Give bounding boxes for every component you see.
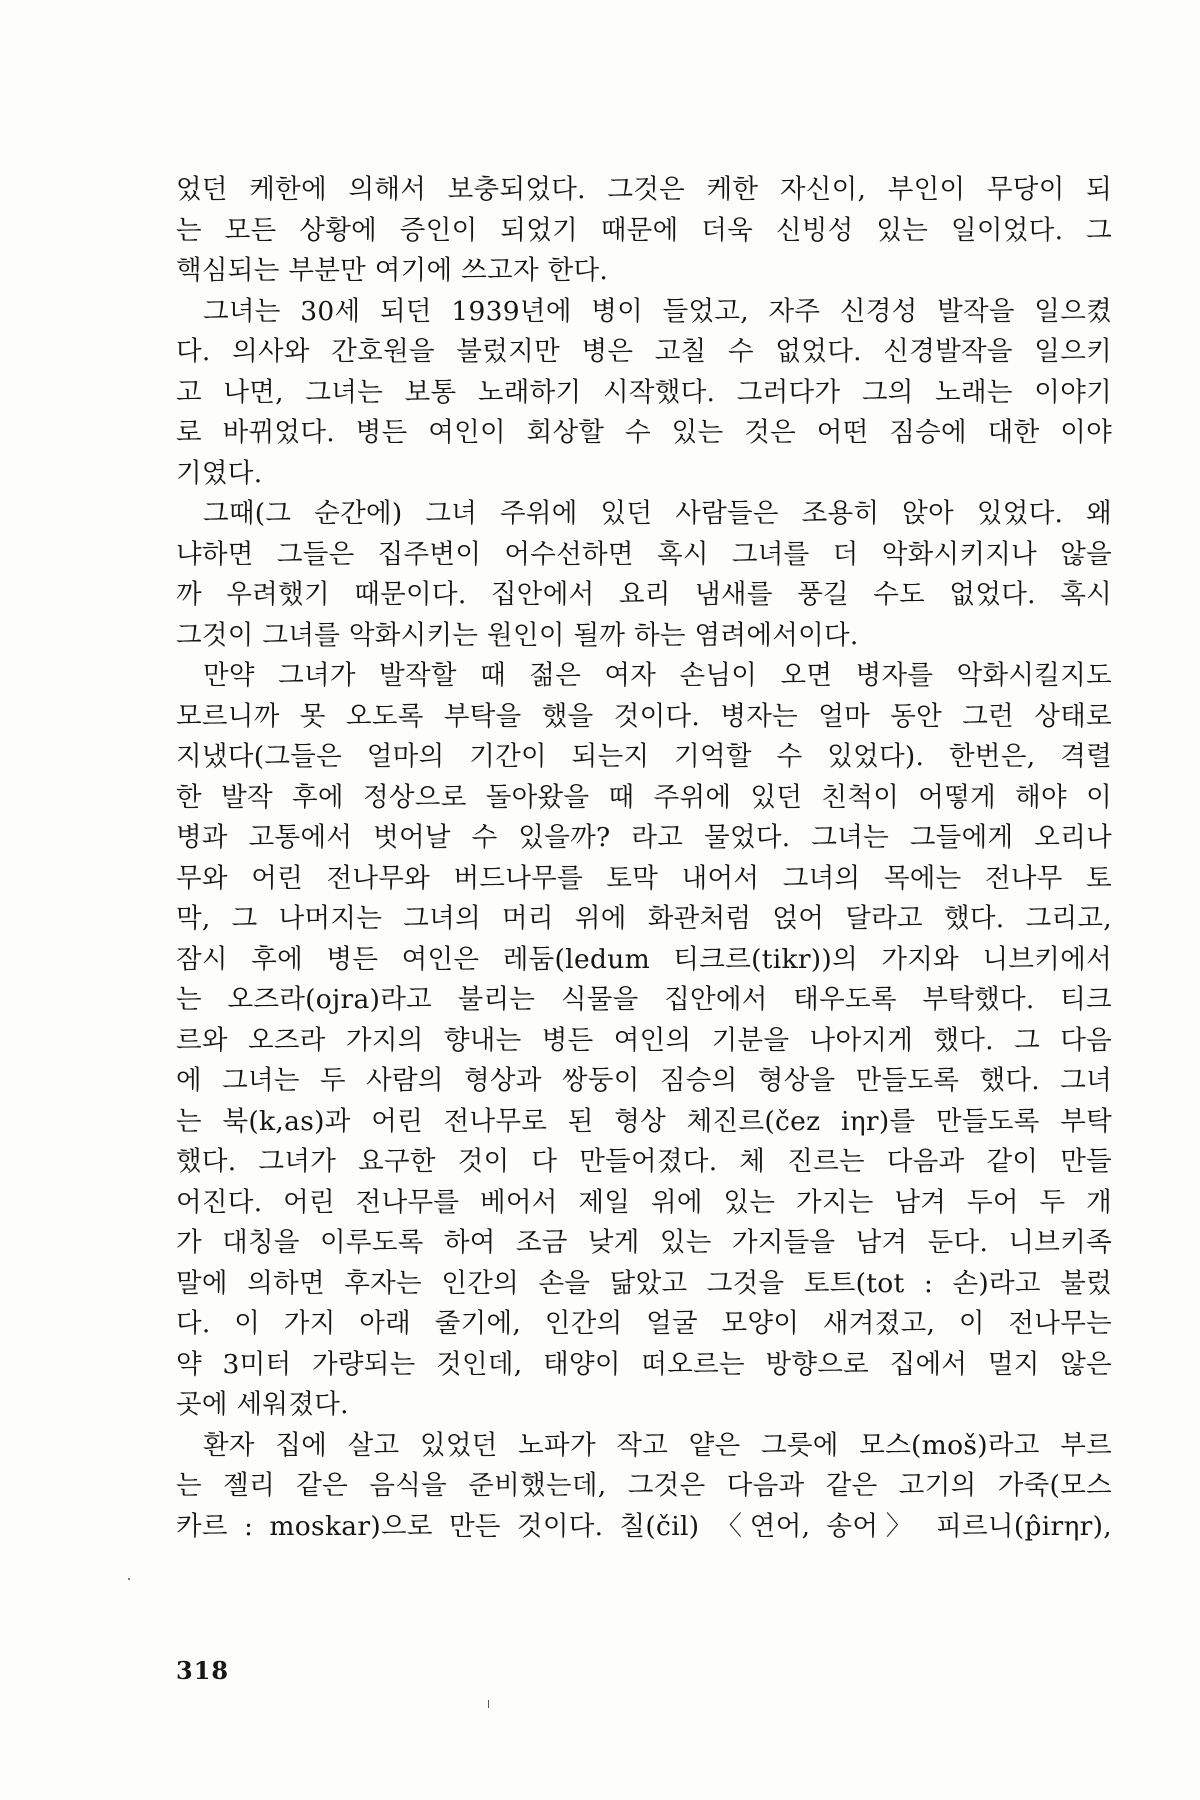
text-line: 는 젤리 같은 음식을 준비했는데, 그것은 다음과 같은 고기의 가죽(모스 xyxy=(176,1470,1112,1501)
text-line: 로 바뀌었다. 병든 여인이 회상할 수 있는 것은 어떤 짐승에 대한 이야 xyxy=(176,417,1112,448)
text-line: 막, 그 나머지는 그녀의 머리 위에 화관처럼 얹어 달라고 했다. 그리고, xyxy=(176,903,1112,934)
text-line: 그것이 그녀를 악화시키는 원인이 될까 하는 염려에서이다. xyxy=(176,619,859,651)
text-line: 만약 그녀가 발작할 때 젊은 여자 손님이 오면 병자를 악화시킬지도 xyxy=(203,660,1112,691)
text-line: 모르니까 못 오도록 부탁을 했을 것이다. 병자는 얼마 동안 그런 상태로 xyxy=(176,700,1112,732)
text-line: 환자 집에 살고 있었던 노파가 작고 얕은 그릇에 모스(moš)라고 부르 xyxy=(203,1429,1112,1461)
scan-speck xyxy=(488,1700,489,1708)
text-line: 다. 의사와 간호원을 불렀지만 병은 고칠 수 없었다. 신경발작을 일으키 xyxy=(176,336,1112,367)
text-line: 그녀는 30세 되던 1939년에 병이 들었고, 자주 신경성 발작을 일으켰 xyxy=(203,295,1112,327)
scan-speck xyxy=(128,1578,130,1580)
text-line: 고 나면, 그녀는 보통 노래하기 시작했다. 그러다가 그의 노래는 이야기 xyxy=(176,376,1112,408)
text-line: 에 그녀는 두 사람의 형상과 쌍둥이 짐승의 형상을 만들도록 했다. 그녀 xyxy=(176,1065,1112,1096)
body-text xyxy=(176,170,1112,1547)
text-line: 르와 오즈라 가지의 향내는 병든 여인의 기분을 나아지게 했다. 그 다음 xyxy=(176,1024,1112,1056)
text-line: 는 모든 상황에 증인이 되었기 때문에 더욱 신빙성 있는 일이었다. 그 xyxy=(176,214,1112,246)
text-line: 었던 케한에 의해서 보충되었다. 그것은 케한 자신이, 부인이 무당이 되 xyxy=(176,174,1112,205)
text-line: 기였다. xyxy=(176,457,263,489)
text-line: 한 발작 후에 정상으로 돌아왔을 때 주위에 있던 친척이 어떻게 해야 이 xyxy=(176,781,1112,813)
text-line: 약 3미터 가량되는 것인데, 태양이 떠오르는 방향으로 집에서 멀지 않은 xyxy=(176,1348,1112,1380)
text-line: 가 대칭을 이루도록 하여 조금 낮게 있는 가지들을 남겨 둔다. 니브키족 xyxy=(176,1227,1112,1258)
text-line: 잠시 후에 병든 여인은 레둠(ledum 티크르(tikr))의 가지와 니브키에서 xyxy=(176,943,1112,975)
text-line: 그때(그 순간에) 그녀 주위에 있던 사람들은 조용히 앉아 있었다. 왜 xyxy=(203,498,1112,529)
text-line: 곳에 세워졌다. xyxy=(176,1389,349,1420)
text-line: 말에 의하면 후자는 인간의 손을 닮았고 그것을 토트(tot : 손)라고 불렀 xyxy=(176,1267,1112,1299)
page-number: 318 xyxy=(176,1656,230,1685)
text-line: 는 북(k,as)과 어린 전나무로 된 형상 체진르(čez iηr)를 만들도록 부탁 xyxy=(176,1105,1112,1137)
text-line: 어진다. 어린 전나무를 베어서 제일 위에 있는 가지는 남겨 두어 두 개 xyxy=(176,1186,1112,1218)
text-line: 다. 이 가지 아래 줄기에, 인간의 얼굴 모양이 새겨졌고, 이 전나무는 xyxy=(176,1308,1112,1339)
text-line: 까 우려했기 때문이다. 집안에서 요리 냄새를 풍길 수도 없었다. 혹시 xyxy=(176,579,1112,610)
text-line: 핵심되는 부분만 여기에 쓰고자 한다. xyxy=(176,255,609,286)
text-line: 병과 고통에서 벗어날 수 있을까? 라고 물었다. 그녀는 그들에게 오리나 xyxy=(176,822,1112,853)
text-line: 냐하면 그들은 집주변이 어수선하면 혹시 그녀를 더 악화시키지나 않을 xyxy=(176,538,1112,570)
text-line: 지냈다(그들은 얼마의 기간이 되는지 기억할 수 있었다). 한번은, 격렬 xyxy=(176,741,1112,772)
text-line: 는 오즈라(ojra)라고 불리는 식물을 집안에서 태우도록 부탁했다. 티크 xyxy=(176,984,1112,1015)
text-line: 카르 : moskar)으로 만든 것이다. 칠(čil) 〈연어, 송어〉 피르니(p̂irηr), xyxy=(176,1510,1112,1542)
text-line: 했다. 그녀가 요구한 것이 다 만들어졌다. 체 진르는 다음과 같이 만들 xyxy=(176,1146,1112,1177)
text-line: 무와 어린 전나무와 버드나무를 토막 내어서 그녀의 목에는 전나무 토 xyxy=(176,862,1112,894)
